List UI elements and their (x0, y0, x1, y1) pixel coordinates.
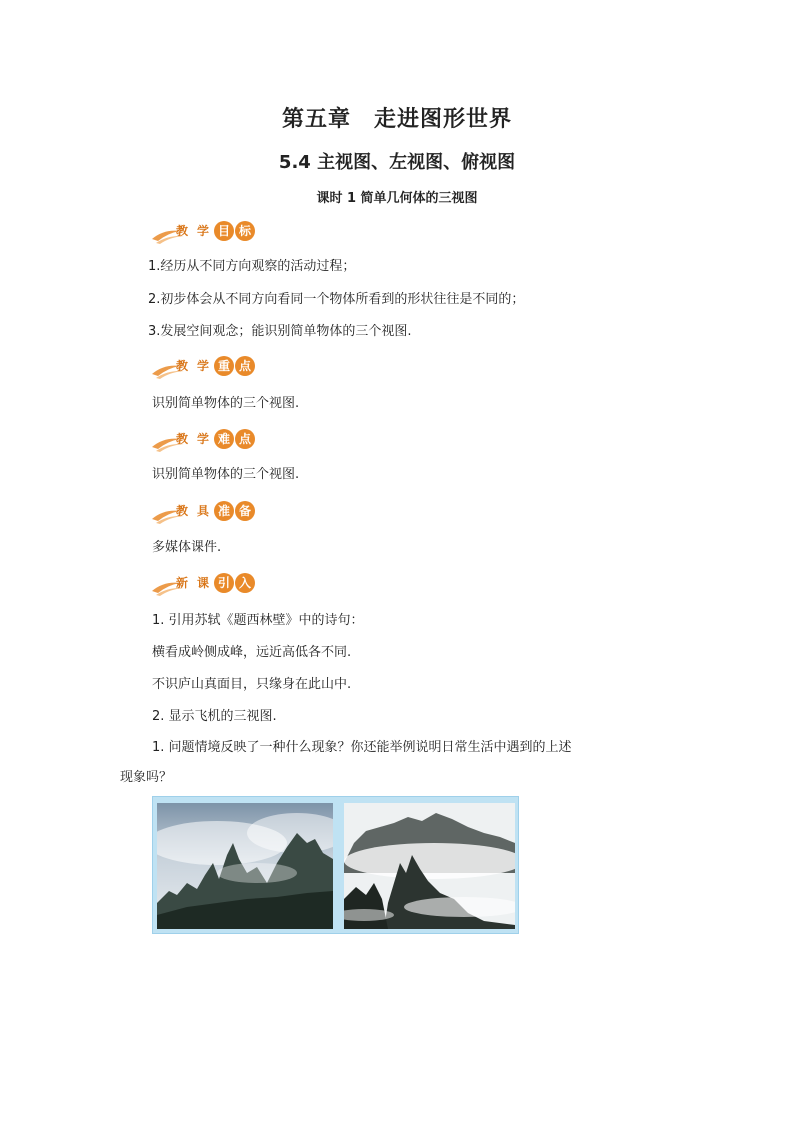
key-points-text: 识别简单物体的三个视图. (152, 396, 300, 411)
heading-char: 新 (175, 576, 188, 590)
materials-text: 多媒体课件. (152, 540, 222, 555)
lesson-title: 课时 1 简单几何体的三视图 (316, 191, 478, 206)
intro-line: 现象吗？ (120, 770, 173, 785)
mountain-photos (152, 796, 519, 934)
objective-item: 3.发展空间观念；能识别简单物体的三个视图. (148, 324, 412, 339)
key-points-heading (150, 354, 260, 380)
mountain-photo-left (157, 803, 333, 929)
heading-char-highlight: 引 (214, 573, 234, 593)
heading-char: 教 (175, 224, 188, 238)
heading-char-highlight: 入 (235, 573, 255, 593)
intro-line: 1. 引用苏轼《题西林壁》中的诗句： (152, 613, 364, 628)
heading-char-highlight: 点 (235, 356, 255, 376)
objectives-heading (150, 219, 260, 245)
section-subtitle: 5.4 主视图、左视图、俯视图 (278, 152, 516, 173)
heading-char-highlight: 标 (235, 221, 255, 241)
intro-line: 横看成岭侧成峰，远近高低各不同. (152, 645, 352, 660)
heading-char-highlight: 准 (214, 501, 234, 521)
heading-char: 教 (175, 504, 188, 518)
heading-char: 学 (196, 224, 209, 238)
intro-line: 1. 问题情境反映了一种什么现象？你还能举例说明日常生活中遇到的上述 (152, 740, 572, 755)
heading-char: 学 (196, 432, 209, 446)
intro-line: 2. 显示飞机的三视图. (152, 709, 277, 724)
chapter-title: 第五章 走进图形世界 (281, 107, 512, 132)
heading-char-highlight: 目 (214, 221, 234, 241)
difficulties-text: 识别简单物体的三个视图. (152, 467, 300, 482)
difficulties-heading (150, 427, 260, 453)
heading-char: 教 (175, 359, 188, 373)
materials-heading (150, 499, 260, 525)
heading-char-highlight: 难 (214, 429, 234, 449)
heading-char-highlight: 备 (235, 501, 255, 521)
heading-char: 具 (196, 504, 209, 518)
mountain-photo-right (344, 803, 515, 929)
heading-char: 教 (175, 432, 188, 446)
intro-line: 不识庐山真面目，只缘身在此山中. (152, 677, 352, 692)
objective-item: 2.初步体会从不同方向看同一个物体所看到的形状往往是不同的； (148, 292, 525, 307)
objective-item: 1.经历从不同方向观察的活动过程； (148, 259, 356, 274)
heading-char-highlight: 重 (214, 356, 234, 376)
heading-char-highlight: 点 (235, 429, 255, 449)
heading-char: 课 (196, 576, 209, 590)
introduction-heading (150, 571, 260, 597)
heading-char: 学 (196, 359, 209, 373)
